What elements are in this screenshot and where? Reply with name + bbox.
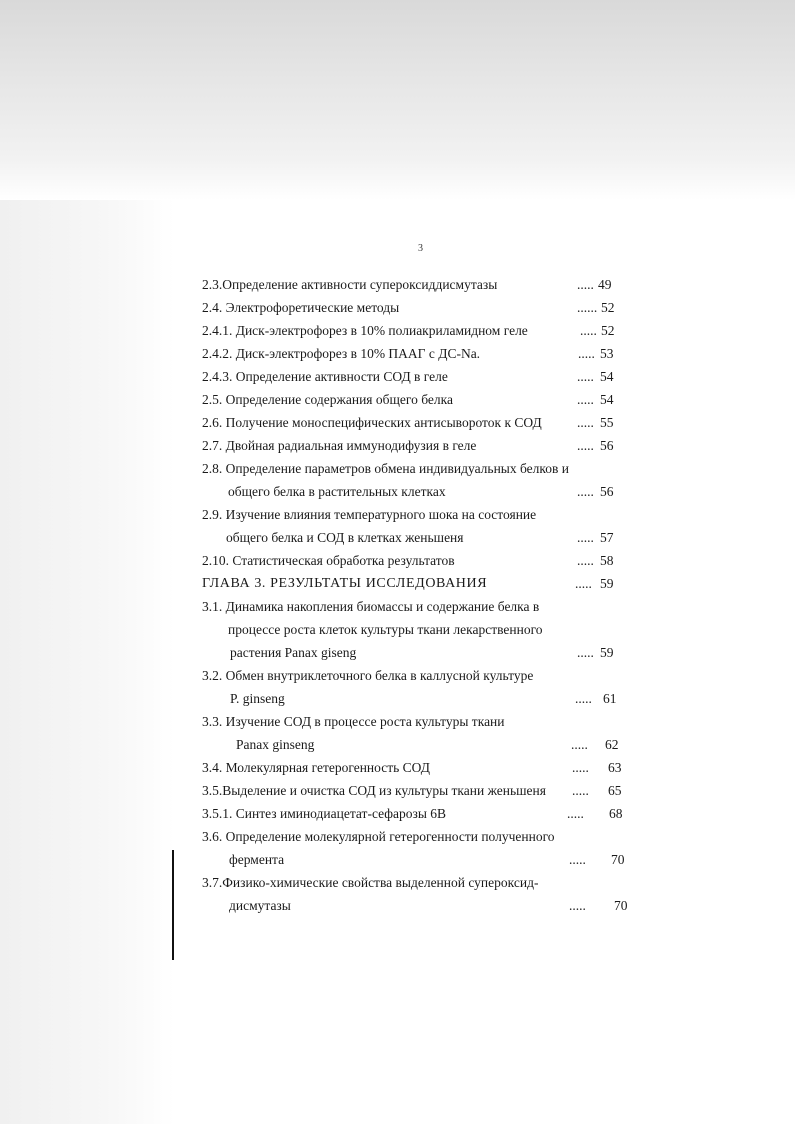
toc-entry-page: 61: [603, 691, 617, 706]
toc-entry-page: 52: [601, 300, 615, 315]
toc-entry-dots: .....: [580, 323, 597, 338]
toc-entry-page: 68: [609, 806, 623, 821]
toc-entry-dots: .....: [577, 484, 594, 499]
toc-entry-dots: .....: [567, 806, 584, 821]
toc-entry-title: 3.3. Изучение СОД в процессе роста культуры ткани: [202, 714, 505, 729]
toc-entry-dots: .....: [569, 898, 586, 913]
toc-entry-title: 2.3.Определение активности супероксиддисмутазы: [202, 277, 498, 292]
toc-entry-page: 65: [608, 783, 622, 798]
toc-entry-page: 58: [600, 553, 614, 568]
toc-entry-title: 2.7. Двойная радиальная иммунодифузия в геле: [202, 438, 477, 453]
toc-entry-dots: .....: [577, 553, 594, 568]
toc-entry-dots: ......: [577, 300, 598, 315]
toc-entry-title: 3.1. Динамика накопления биомассы и содержание белка в: [202, 599, 540, 614]
toc-entry-dots: .....: [575, 576, 592, 591]
toc-entry-title: 2.4.3. Определение активности СОД в геле: [202, 369, 448, 384]
toc-entry-dots: .....: [577, 392, 594, 407]
toc-entry-title: 2.4.2. Диск-электрофорез в 10% ПААГ с ДС-Na.: [202, 346, 481, 361]
toc-entry-page: 55: [600, 415, 614, 430]
toc-entry-continuation: Panax ginseng: [236, 737, 315, 752]
toc-entry-title: 2.4. Электрофоретические методы: [202, 300, 400, 315]
toc-chapter-title: ГЛАВА 3. РЕЗУЛЬТАТЫ ИССЛЕДОВАНИЯ: [202, 576, 488, 591]
toc-entry-title: 3.5.1. Синтез иминодиацетат-сефарозы 6В: [202, 806, 447, 821]
toc-entry-page: 56: [600, 438, 614, 453]
toc-entry-page: 63: [608, 760, 622, 775]
toc-entry-dots: .....: [577, 438, 594, 453]
toc-entry-continuation: общего белка и СОД в клетках женьшеня: [226, 530, 464, 545]
toc-entry-title: 2.8. Определение параметров обмена индивидуальных белков и: [202, 461, 570, 476]
toc-entry-page: 54: [600, 392, 614, 407]
toc-entry-dots: .....: [572, 783, 589, 798]
scan-shadow-top: [0, 0, 795, 200]
toc-entry-title: 3.2. Обмен внутриклеточного белка в каллусной культуре: [202, 668, 534, 683]
toc-entry-title: 3.5.Выделение и очистка СОД из культуры ткани женьшеня: [202, 783, 546, 798]
toc-entry-page: 56: [600, 484, 614, 499]
toc-entry-page: 70: [614, 898, 628, 913]
toc-entry-page: 70: [611, 852, 625, 867]
toc-entry-continuation: растения Panax gisеng: [230, 645, 357, 660]
toc-entry-title: 3.7.Физико-химические свойства выделенной супероксид-: [202, 875, 539, 890]
toc-entry-dots: .....: [572, 760, 589, 775]
toc-entry-continuation: процессе роста клеток культуры ткани лекарственного: [228, 622, 543, 637]
toc-entry-dots: .....: [577, 415, 594, 430]
toc-entry-title: 2.6. Получение моноспецифических антисывороток к СОД: [202, 415, 542, 430]
toc-entry-continuation: дисмутазы: [229, 898, 291, 913]
toc-entry-dots: .....: [571, 737, 588, 752]
toc-entry-page: 54: [600, 369, 614, 384]
toc-entry-page: 49: [598, 277, 612, 292]
toc-entry-dots: .....: [577, 530, 594, 545]
toc-entry-dots: .....: [577, 277, 594, 292]
toc-entry-page: 53: [600, 346, 614, 361]
toc-entry-page: 52: [601, 323, 615, 338]
toc-entry-continuation: P. ginseng: [230, 691, 285, 706]
page-number: 3: [418, 243, 423, 254]
page-edge-line: [172, 850, 174, 960]
toc-entry-title: 2.10. Статистическая обработка результатов: [202, 553, 455, 568]
toc-entry-dots: .....: [569, 852, 586, 867]
toc-entry-continuation: фермента: [229, 852, 285, 867]
toc-entry-dots: .....: [577, 369, 594, 384]
toc-entry-title: 2.4.1. Диск-электрофорез в 10% полиакриламидном геле: [202, 323, 528, 338]
toc-entry-page: 59: [600, 645, 614, 660]
toc-entry-title: 2.5. Определение содержания общего белка: [202, 392, 453, 407]
toc-entry-page: 59: [600, 576, 614, 591]
toc-entry-title: 3.6. Определение молекулярной гетерогенности полученного: [202, 829, 555, 844]
toc-entry-dots: .....: [575, 691, 592, 706]
toc-entry-dots: .....: [577, 645, 594, 660]
toc-entry-page: 57: [600, 530, 614, 545]
toc-entry-page: 62: [605, 737, 619, 752]
toc-entry-dots: .....: [578, 346, 595, 361]
toc-entry-title: 2.9. Изучение влияния температурного шока на состояние: [202, 507, 537, 522]
toc-entry-title: 3.4. Молекулярная гетерогенность СОД: [202, 760, 430, 775]
scan-shadow-left: [0, 200, 175, 1124]
toc-entry-continuation: общего белка в растительных клетках: [228, 484, 446, 499]
